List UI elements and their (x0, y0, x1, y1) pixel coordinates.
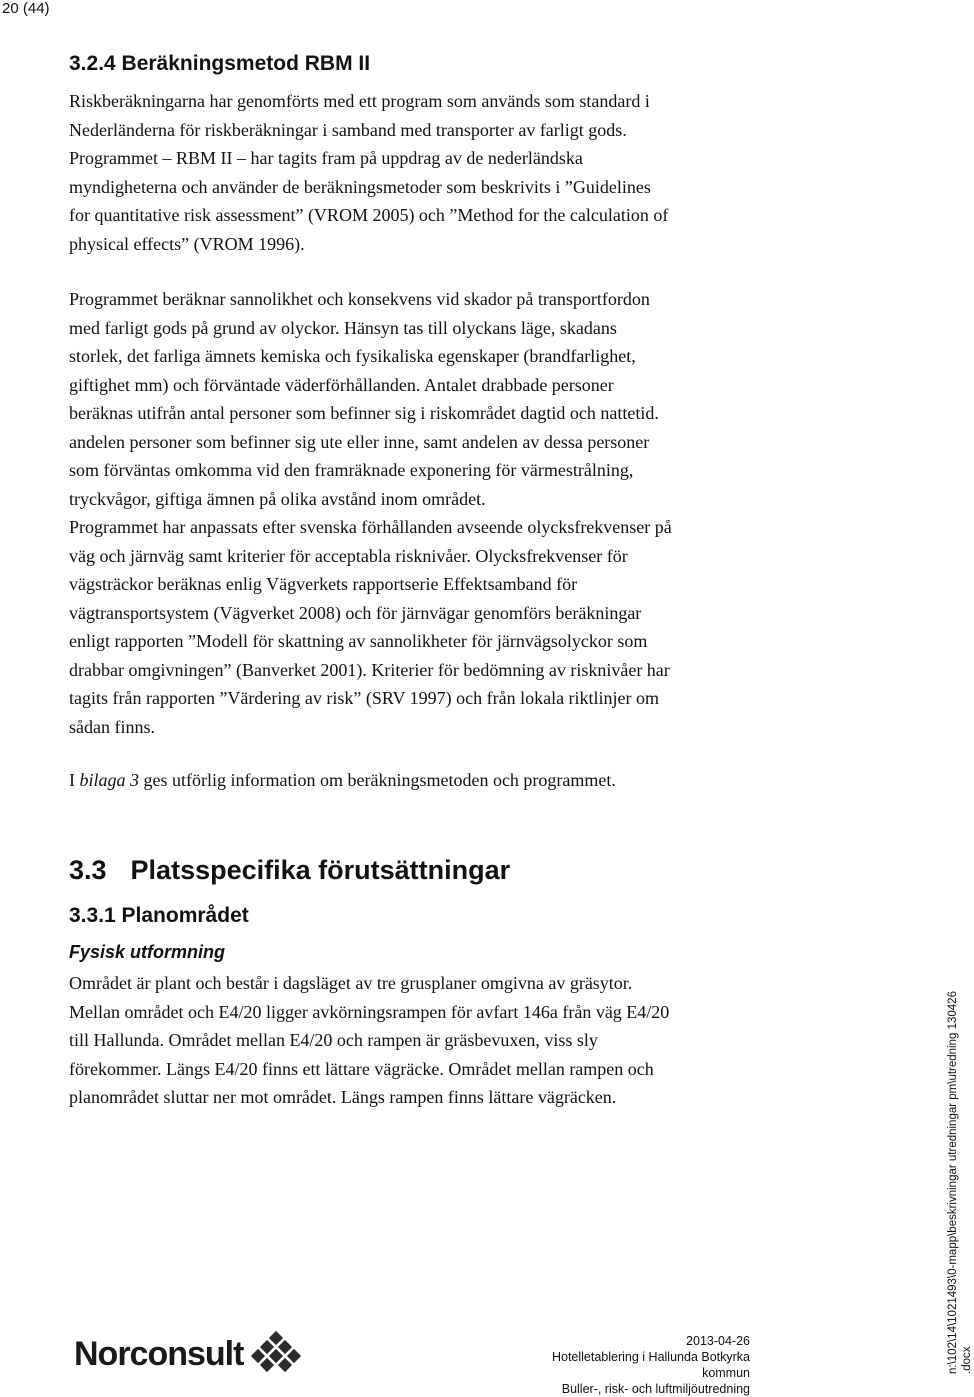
norconsult-logo (74, 1331, 299, 1377)
text-line (69, 766, 769, 795)
file-path-vertical (946, 984, 974, 1374)
text-line: planområdet sluttar ner mot området. Längs rampen finns lättare vägräcken. (69, 1087, 617, 1107)
paragraph-rbm-intro (69, 87, 769, 258)
norconsult-diamond-logo-icon (253, 1331, 299, 1377)
section-heading-3-3-1: 3.3.1 Planområdet (69, 904, 249, 927)
text-line: Riskberäkningarna har genomförts med ett program som används som standard i (69, 91, 650, 111)
heading-text: Platsspecifika förutsättningar (130, 855, 511, 885)
text-run: ges utförlig information om beräkningsmetoden och programmet. (139, 770, 616, 790)
bilaga-link-text: bilaga 3 (79, 770, 140, 790)
file-path-line: n:\102\14\1021493\0-mapp\beskrivningar utredningar pm\utredning 130426 (947, 991, 959, 1374)
text-line: myndigheterna och använder de beräkningsmetoder som beskrivits i ”Guidelines (69, 176, 651, 197)
text-line: beräknas utifrån antal personer som befinner sig i riskområdet dagtid och nattetid. (69, 403, 659, 423)
logo-text: Norconsult (74, 1334, 244, 1373)
text-line: enligt rapporten ”Modell för skattning av sannolikheter för järnvägsolyckor som (69, 631, 648, 651)
document-footer (520, 1333, 750, 1397)
text-line: andelen personer som befinner sig ute eller inne, samt andelen av dessa personer (69, 431, 650, 452)
footer-date: 2013-04-26 (686, 1334, 750, 1348)
paragraph-rbm-method (69, 285, 769, 741)
text-line: med farligt gods på grund av olyckor. Hänsyn tas till olyckans läge, skadans (69, 317, 617, 338)
text-line: Programmet har anpassats efter svenska förhållanden avseende olycksfrekvenser på (69, 517, 672, 537)
sub-heading-fysisk-utformning: Fysisk utformning (69, 942, 226, 962)
text-line: drabbar omgivningen” (Banverket 2001). Kriterier för bedömning av risknivåer har (69, 659, 670, 680)
heading-number: 3.3 (69, 855, 107, 885)
text-line: Nederländerna för riskberäkningar i samband med transporter av farligt gods. (69, 119, 627, 140)
text-run: I (69, 770, 80, 790)
paragraph-planomradet (69, 969, 769, 1112)
section-heading-3-3 (69, 855, 510, 886)
section-heading-3-2-4: 3.2.4 Beräkningsmetod RBM II (69, 52, 371, 75)
text-line: väg och järnväg samt kriterier för acceptabla risknivåer. Olycksfrekvenser för (69, 545, 628, 566)
footer-doc-title: Hotelletablering i Hallunda Botkyrka kommun (551, 1350, 750, 1380)
paragraph-bilaga-reference (69, 766, 769, 795)
footer-doc-subtitle: Buller-, risk- och luftmiljöutredning (561, 1382, 750, 1396)
text-line: tagits från rapporten ”Värdering av risk” (SRV 1997) och från lokala riktlinjer om (69, 688, 660, 708)
text-line: storlek, det farliga ämnets kemiska och fysikaliska egenskaper (brandfarlighet, (69, 346, 636, 366)
text-line: till Hallunda. Området mellan E4/20 och rampen är gräsbevuxen, viss sly (69, 1030, 598, 1050)
text-line: Området är plant och består i dagsläget av tre grusplaner omgivna av gräsytor. (69, 973, 633, 993)
text-line: vägtransportsystem (Vägverket 2008) och för järnvägar genomförs beräkningar (69, 602, 642, 623)
text-line: tryckvågor, giftiga ämnen på olika avstånd inom området. (69, 488, 486, 509)
text-line: giftighet mm) och förväntade väderförhållanden. Antalet drabbade personer (69, 374, 614, 395)
text-line: for quantitative risk assessment” (VROM 2005) och ”Method for the calculation of (69, 205, 669, 225)
text-line: som förväntas omkomma vid den framräknade exponering för värmestrålning, (69, 460, 634, 480)
text-line: sådan finns. (69, 716, 155, 737)
text-line: physical effects” (VROM 1996). (69, 233, 305, 254)
text-line: förekommer. Längs E4/20 finns ett lättare vägräcke. Området mellan rampen och (69, 1058, 654, 1079)
text-line: vägsträckor beräknas enlig Vägverkets rapportserie Effektsamband för (69, 574, 578, 594)
file-path-line: .docx (961, 1346, 973, 1374)
text-line: Programmet – RBM II – har tagits fram på uppdrag av de nederländska (69, 148, 583, 168)
text-line: Programmet beräknar sannolikhet och konsekvens vid skador på transportfordon (69, 289, 650, 309)
text-line: Mellan området och E4/20 ligger avkörningsrampen för avfart 146a från väg E4/20 (69, 1001, 670, 1022)
page-number: 20 (44) (2, 0, 50, 17)
